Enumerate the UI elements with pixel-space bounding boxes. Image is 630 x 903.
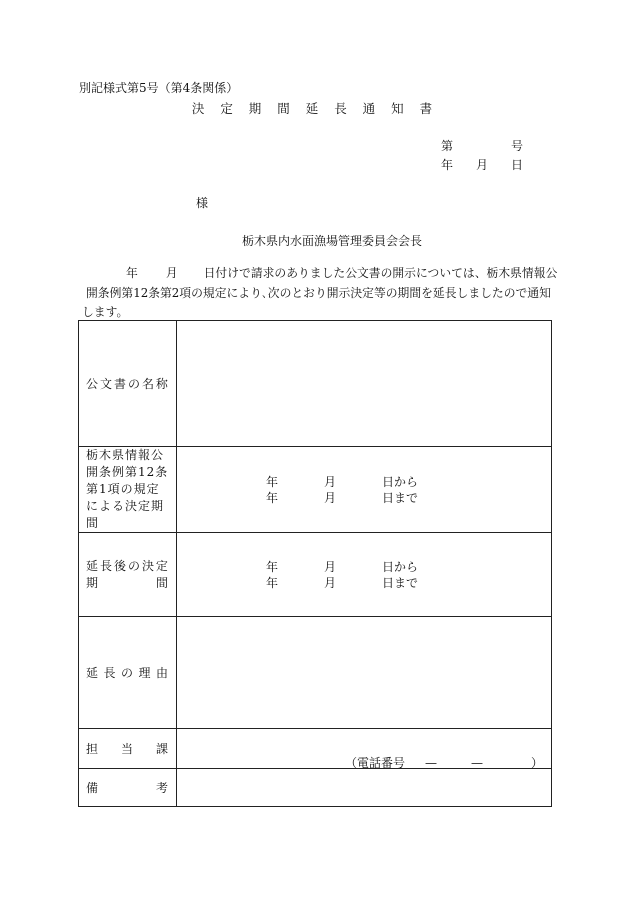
label-remarks-chars: 備 考: [86, 781, 168, 795]
label-staff-section: [79, 729, 177, 769]
label-extended-period-line2: 期 間: [86, 575, 168, 590]
row-staff-section: [79, 729, 552, 769]
body-line-3: します。: [82, 305, 129, 319]
row-remarks: [79, 769, 552, 807]
body-line-1: [86, 264, 556, 284]
body-text-1: 日付けで請求のありました公文書の開示については、栃木県情報公: [203, 266, 558, 280]
notice-body: [82, 264, 558, 323]
date-year: 年: [441, 158, 454, 172]
field-extension-reason[interactable]: [177, 617, 552, 729]
original-period-to: 年 月 日まで: [266, 490, 419, 505]
document-date: [441, 156, 523, 173]
addressee-suffix: 様: [196, 196, 209, 210]
label-document-name: [79, 321, 177, 447]
form-number-label: 別記様式第5号（第4条関係）: [79, 81, 239, 95]
label-extension-reason: [79, 617, 177, 729]
field-remarks[interactable]: [177, 769, 552, 807]
phone-open: （電話番号: [345, 756, 406, 770]
label-extension-reason-chars: 延 長 の 理 由: [86, 666, 168, 680]
body-line-2: 開条例第12条第2項の規定により､次のとおり開示決定等の期間を延長しましたので通知: [86, 285, 551, 300]
row-document-name: [79, 321, 552, 447]
date-month: 月: [475, 158, 488, 172]
label-extended-period-line1: 延 長 後 の 決 定: [86, 558, 168, 573]
label-original-period: 栃木県情報公 開条例第12条 第1項の規定 による決定期 間: [79, 447, 177, 533]
phone-dash-2: —: [471, 756, 484, 770]
row-extension-reason: [79, 617, 552, 729]
label-staff-section-chars: 担 当 課: [86, 742, 168, 756]
row-extended-period: [79, 533, 552, 617]
doc-number-prefix: 第: [441, 139, 454, 153]
document-number: [441, 137, 523, 154]
phone-close: ）: [531, 756, 544, 770]
field-staff-section[interactable]: [177, 729, 552, 769]
phone-dash-1: —: [425, 756, 438, 770]
label-remarks: [79, 769, 177, 807]
label-document-name-chars: 公 文 書 の 名 称: [86, 377, 168, 391]
field-extended-period[interactable]: [177, 533, 552, 617]
field-original-period[interactable]: [177, 447, 552, 533]
extended-period-from: 年 月 日から: [266, 559, 419, 574]
body-year: 年: [126, 266, 138, 280]
doc-number-suffix: 号: [510, 139, 523, 153]
row-original-period: [79, 447, 552, 533]
date-day: 日: [510, 158, 523, 172]
document-title: 決 定 期 間 延 長 通 知 書: [191, 101, 439, 116]
label-extended-period: [79, 533, 177, 617]
field-document-name[interactable]: [177, 321, 552, 447]
body-month: 月: [165, 266, 178, 280]
sender-name: 栃木県内水面漁場管理委員会会長: [242, 234, 423, 248]
notice-form-table: [78, 320, 552, 807]
extended-period-to: 年 月 日まで: [266, 575, 419, 590]
original-period-from: 年 月 日から: [266, 474, 419, 489]
phone-number-line: [345, 754, 543, 771]
